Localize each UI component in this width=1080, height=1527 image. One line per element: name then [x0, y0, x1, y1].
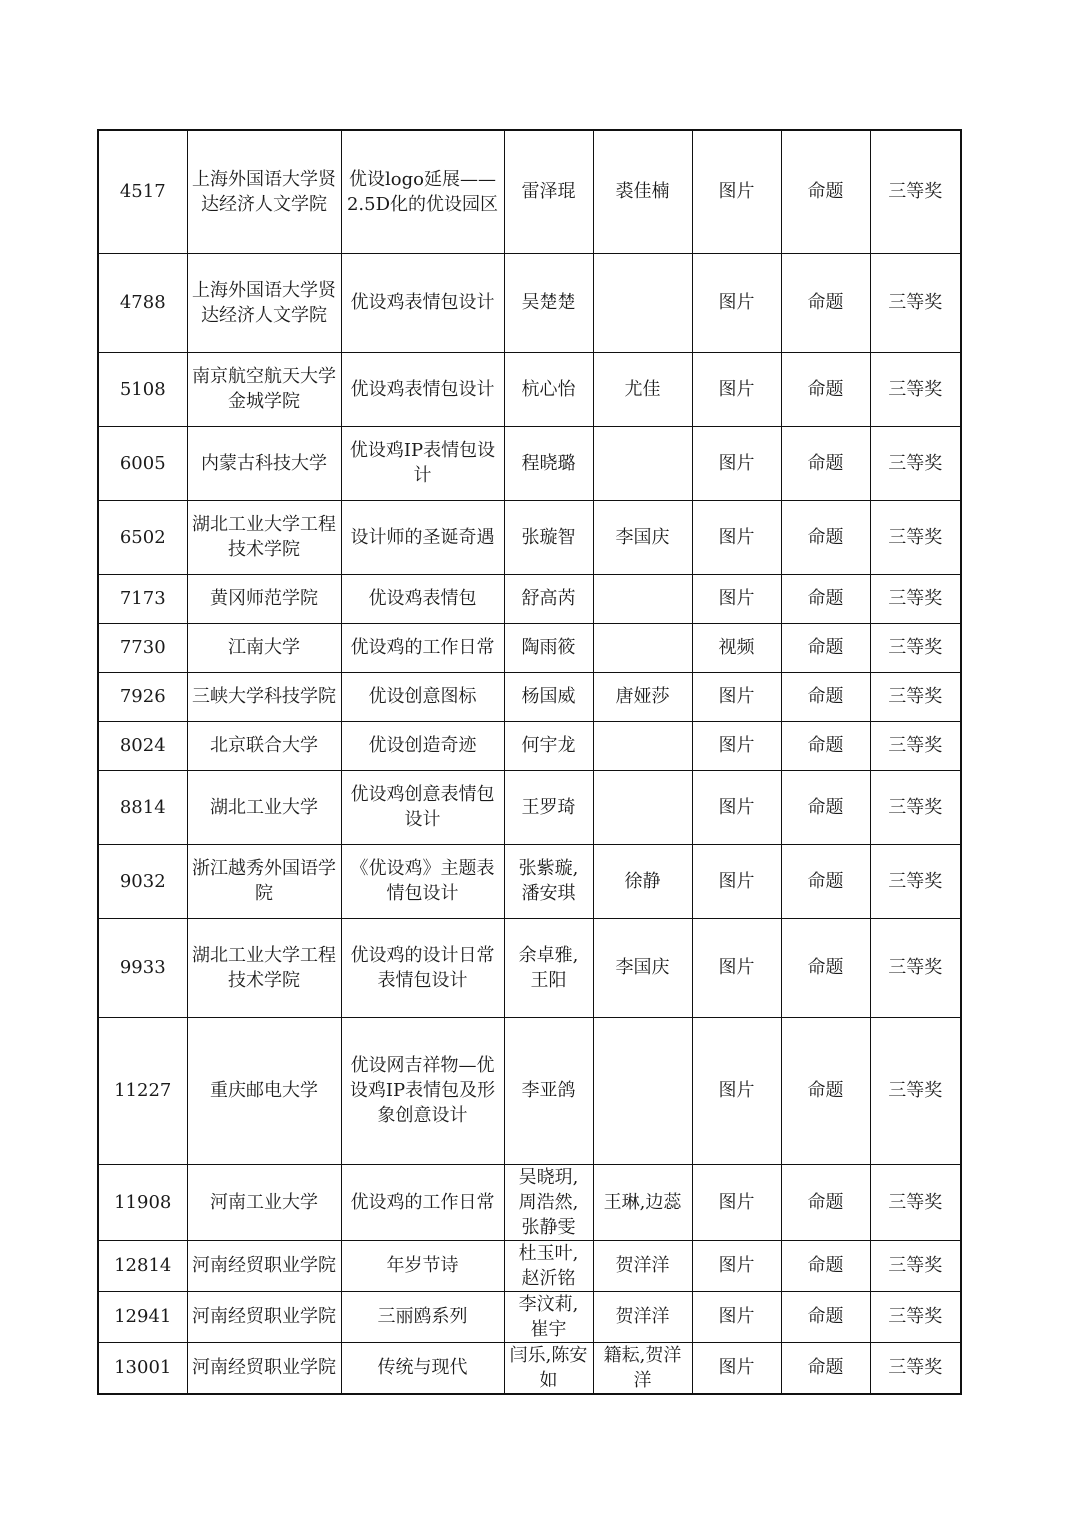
school-cell: 内蒙古科技大学 — [187, 426, 341, 500]
type-cell: 图片 — [692, 1342, 781, 1394]
advisor-cell — [593, 721, 692, 770]
advisor-cell: 李国庆 — [593, 918, 692, 1017]
school-cell: 河南经贸职业学院 — [187, 1291, 341, 1342]
table-row — [98, 623, 961, 672]
table-row — [98, 130, 961, 253]
table-row — [98, 574, 961, 623]
entry-id-cell: 9933 — [98, 918, 187, 1017]
entry-id-cell: 8814 — [98, 770, 187, 844]
table-row — [98, 1291, 961, 1342]
category-cell: 命题 — [781, 1240, 870, 1291]
school-cell: 南京航空航天大学金城学院 — [187, 352, 341, 426]
entry-id-cell: 11908 — [98, 1164, 187, 1240]
school-cell: 上海外国语大学贤达经济人文学院 — [187, 130, 341, 253]
advisor-cell: 贺洋洋 — [593, 1240, 692, 1291]
award-cell: 三等奖 — [870, 672, 961, 721]
type-cell: 图片 — [692, 1291, 781, 1342]
advisor-cell — [593, 623, 692, 672]
entry-id-cell: 6502 — [98, 500, 187, 574]
award-cell: 三等奖 — [870, 1342, 961, 1394]
school-cell: 上海外国语大学贤达经济人文学院 — [187, 253, 341, 352]
type-cell: 图片 — [692, 918, 781, 1017]
title-cell: 三丽鸥系列 — [341, 1291, 504, 1342]
advisor-cell — [593, 426, 692, 500]
authors-cell: 何宇龙 — [504, 721, 593, 770]
award-cell: 三等奖 — [870, 1164, 961, 1240]
award-cell: 三等奖 — [870, 918, 961, 1017]
category-cell: 命题 — [781, 918, 870, 1017]
type-cell: 图片 — [692, 426, 781, 500]
school-cell: 湖北工业大学工程技术学院 — [187, 918, 341, 1017]
table-row — [98, 672, 961, 721]
document-page — [97, 129, 962, 1395]
advisor-cell — [593, 770, 692, 844]
authors-cell: 陶雨筱 — [504, 623, 593, 672]
type-cell: 视频 — [692, 623, 781, 672]
table-row — [98, 253, 961, 352]
advisor-cell: 裘佳楠 — [593, 130, 692, 253]
award-cell: 三等奖 — [870, 1017, 961, 1164]
authors-cell: 张紫璇, 潘安琪 — [504, 844, 593, 918]
title-cell: 设计师的圣诞奇遇 — [341, 500, 504, 574]
title-cell: 优设鸡表情包 — [341, 574, 504, 623]
entry-id-cell: 7173 — [98, 574, 187, 623]
type-cell: 图片 — [692, 1240, 781, 1291]
award-cell: 三等奖 — [870, 770, 961, 844]
entry-id-cell: 4788 — [98, 253, 187, 352]
advisor-cell — [593, 1017, 692, 1164]
entry-id-cell: 7926 — [98, 672, 187, 721]
type-cell: 图片 — [692, 1164, 781, 1240]
school-cell: 河南工业大学 — [187, 1164, 341, 1240]
school-cell: 北京联合大学 — [187, 721, 341, 770]
authors-cell: 雷泽琨 — [504, 130, 593, 253]
advisor-cell: 李国庆 — [593, 500, 692, 574]
award-cell: 三等奖 — [870, 1240, 961, 1291]
advisor-cell: 贺洋洋 — [593, 1291, 692, 1342]
award-cell: 三等奖 — [870, 426, 961, 500]
category-cell: 命题 — [781, 1164, 870, 1240]
entry-id-cell: 7730 — [98, 623, 187, 672]
authors-cell: 杜玉叶, 赵沂铭 — [504, 1240, 593, 1291]
category-cell: 命题 — [781, 130, 870, 253]
school-cell: 浙江越秀外国语学院 — [187, 844, 341, 918]
school-cell: 江南大学 — [187, 623, 341, 672]
category-cell: 命题 — [781, 500, 870, 574]
award-cell: 三等奖 — [870, 130, 961, 253]
award-cell: 三等奖 — [870, 721, 961, 770]
authors-cell: 王罗琦 — [504, 770, 593, 844]
title-cell: 年岁节诗 — [341, 1240, 504, 1291]
table-row — [98, 500, 961, 574]
title-cell: 《优设鸡》主题表情包设计 — [341, 844, 504, 918]
authors-cell: 舒高芮 — [504, 574, 593, 623]
school-cell: 湖北工业大学 — [187, 770, 341, 844]
category-cell: 命题 — [781, 1017, 870, 1164]
type-cell: 图片 — [692, 672, 781, 721]
type-cell: 图片 — [692, 1017, 781, 1164]
school-cell: 河南经贸职业学院 — [187, 1240, 341, 1291]
school-cell: 重庆邮电大学 — [187, 1017, 341, 1164]
type-cell: 图片 — [692, 500, 781, 574]
table-row — [98, 1240, 961, 1291]
table-row — [98, 1342, 961, 1394]
entry-id-cell: 8024 — [98, 721, 187, 770]
type-cell: 图片 — [692, 844, 781, 918]
category-cell: 命题 — [781, 253, 870, 352]
entry-id-cell: 12814 — [98, 1240, 187, 1291]
type-cell: 图片 — [692, 721, 781, 770]
title-cell: 优设logo延展——2.5D化的优设园区 — [341, 130, 504, 253]
award-cell: 三等奖 — [870, 844, 961, 918]
title-cell: 优设鸡表情包设计 — [341, 253, 504, 352]
table-row — [98, 1017, 961, 1164]
category-cell: 命题 — [781, 574, 870, 623]
authors-cell: 程晓璐 — [504, 426, 593, 500]
table-row — [98, 918, 961, 1017]
category-cell: 命题 — [781, 721, 870, 770]
award-cell: 三等奖 — [870, 352, 961, 426]
title-cell: 优设鸡的工作日常 — [341, 623, 504, 672]
award-cell: 三等奖 — [870, 574, 961, 623]
table-row — [98, 844, 961, 918]
entry-id-cell: 11227 — [98, 1017, 187, 1164]
type-cell: 图片 — [692, 574, 781, 623]
type-cell: 图片 — [692, 253, 781, 352]
category-cell: 命题 — [781, 1291, 870, 1342]
advisor-cell: 尤佳 — [593, 352, 692, 426]
category-cell: 命题 — [781, 1342, 870, 1394]
school-cell: 湖北工业大学工程技术学院 — [187, 500, 341, 574]
school-cell: 三峡大学科技学院 — [187, 672, 341, 721]
table-row — [98, 352, 961, 426]
award-cell: 三等奖 — [870, 623, 961, 672]
entry-id-cell: 6005 — [98, 426, 187, 500]
authors-cell: 余卓雅, 王阳 — [504, 918, 593, 1017]
title-cell: 优设鸡的工作日常 — [341, 1164, 504, 1240]
title-cell: 优设鸡IP表情包设计 — [341, 426, 504, 500]
award-cell: 三等奖 — [870, 1291, 961, 1342]
authors-cell: 吴楚楚 — [504, 253, 593, 352]
entry-id-cell: 5108 — [98, 352, 187, 426]
table-row — [98, 770, 961, 844]
award-cell: 三等奖 — [870, 500, 961, 574]
category-cell: 命题 — [781, 352, 870, 426]
table-row — [98, 721, 961, 770]
entry-id-cell: 4517 — [98, 130, 187, 253]
category-cell: 命题 — [781, 770, 870, 844]
category-cell: 命题 — [781, 844, 870, 918]
authors-cell: 杭心怡 — [504, 352, 593, 426]
type-cell: 图片 — [692, 130, 781, 253]
authors-cell: 闫乐,陈安如 — [504, 1342, 593, 1394]
entry-id-cell: 12941 — [98, 1291, 187, 1342]
authors-cell: 吴晓玥, 周浩然, 张静雯 — [504, 1164, 593, 1240]
award-table — [97, 129, 962, 1395]
category-cell: 命题 — [781, 623, 870, 672]
authors-cell: 李亚鸽 — [504, 1017, 593, 1164]
title-cell: 优设创意图标 — [341, 672, 504, 721]
type-cell: 图片 — [692, 770, 781, 844]
advisor-cell: 徐静 — [593, 844, 692, 918]
title-cell: 优设网吉祥物—优设鸡IP表情包及形象创意设计 — [341, 1017, 504, 1164]
title-cell: 优设鸡的设计日常表情包设计 — [341, 918, 504, 1017]
advisor-cell: 王琳,边蕊 — [593, 1164, 692, 1240]
category-cell: 命题 — [781, 426, 870, 500]
advisor-cell — [593, 574, 692, 623]
authors-cell: 李汶莉, 崔宇 — [504, 1291, 593, 1342]
school-cell: 黄冈师范学院 — [187, 574, 341, 623]
title-cell: 优设创造奇迹 — [341, 721, 504, 770]
title-cell: 优设鸡表情包设计 — [341, 352, 504, 426]
advisor-cell — [593, 253, 692, 352]
entry-id-cell: 13001 — [98, 1342, 187, 1394]
advisor-cell: 唐娅莎 — [593, 672, 692, 721]
table-row — [98, 1164, 961, 1240]
authors-cell: 杨国威 — [504, 672, 593, 721]
table-row — [98, 426, 961, 500]
category-cell: 命题 — [781, 672, 870, 721]
entry-id-cell: 9032 — [98, 844, 187, 918]
authors-cell: 张璇智 — [504, 500, 593, 574]
advisor-cell: 籍耘,贺洋洋 — [593, 1342, 692, 1394]
award-cell: 三等奖 — [870, 253, 961, 352]
type-cell: 图片 — [692, 352, 781, 426]
school-cell: 河南经贸职业学院 — [187, 1342, 341, 1394]
title-cell: 传统与现代 — [341, 1342, 504, 1394]
title-cell: 优设鸡创意表情包设计 — [341, 770, 504, 844]
